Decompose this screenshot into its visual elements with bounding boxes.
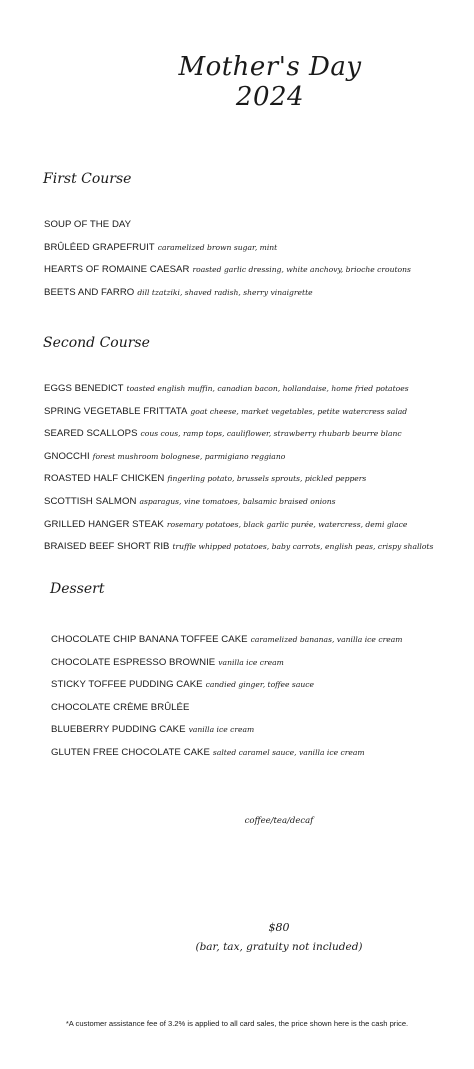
menu-item xyxy=(51,672,402,695)
item-name: CHOCOLATE CHIP BANANA TOFFEE CAKE xyxy=(51,634,248,645)
menu-item xyxy=(51,717,402,740)
menu-title: Mother's Day 2024 xyxy=(178,52,362,112)
menu-item xyxy=(51,650,402,673)
item-description: roasted garlic dressing, white anchovy, brioche croutons xyxy=(192,265,411,275)
item-name: SEARED SCALLOPS xyxy=(44,428,138,440)
item-name: CHOCOLATE ESPRESSO BROWNIE xyxy=(51,656,216,668)
menu-item xyxy=(44,235,411,258)
item-description: asparagus, vine tomatoes, balsamic braised onions xyxy=(139,496,336,506)
item-description: candied ginger, toffee sauce xyxy=(205,680,314,690)
first-course-list xyxy=(44,212,411,302)
item-description: dill tzatziki, shaved radish, sherry vinaigrette xyxy=(137,287,313,297)
item-name: ROASTED HALF CHICKEN xyxy=(44,473,165,485)
menu-item xyxy=(44,444,433,467)
card-fee-footnote: *A customer assistance fee of 3.2% is applied to all card sales, the price shown here is the cash price. xyxy=(65,1019,409,1028)
item-name: BRÛLÉED GRAPEFRUIT xyxy=(44,241,155,253)
first-course-heading: First Course xyxy=(43,171,132,187)
item-description: fingerling potato, brussels sprouts, pickled peppers xyxy=(167,474,367,484)
dessert-list xyxy=(51,627,402,763)
item-name: GNOCCHI xyxy=(44,450,90,462)
menu-item xyxy=(51,695,402,718)
item-description: forest mushroom bolognese, parmigiano reggiano xyxy=(92,451,286,461)
item-name: GLUTEN FREE CHOCOLATE CAKE xyxy=(51,746,210,758)
second-course-list xyxy=(44,376,433,557)
item-name: SCOTTISH SALMON xyxy=(44,495,137,507)
menu-item xyxy=(44,534,433,557)
menu-item xyxy=(51,740,402,763)
item-name: SOUP OF THE DAY xyxy=(44,219,132,230)
menu-item xyxy=(51,627,402,650)
item-name: BEETS AND FARRO xyxy=(44,286,135,298)
item-description: caramelized brown sugar, mint xyxy=(157,242,278,252)
item-description: vanilla ice cream xyxy=(188,725,255,735)
item-description: cous cous, ramp tops, cauliflower, strawberry rhubarb beurre blanc xyxy=(140,429,402,439)
item-name: EGGS BENEDICT xyxy=(44,383,124,394)
item-name: BRAISED BEEF SHORT RIB xyxy=(44,541,170,553)
item-name: BLUEBERRY PUDDING CAKE xyxy=(51,724,186,736)
item-description: salted caramel sauce, vanilla ice cream xyxy=(212,747,365,757)
menu-item xyxy=(44,376,433,399)
item-name: STICKY TOFFEE PUDDING CAKE xyxy=(51,679,203,691)
item-description: caramelized bananas, vanilla ice cream xyxy=(250,635,403,644)
item-description: vanilla ice cream xyxy=(218,657,284,667)
menu-item xyxy=(44,257,411,280)
beverages-note: coffee/tea/decaf xyxy=(244,816,314,826)
menu-item xyxy=(44,280,411,303)
price-note: (bar, tax, gratuity not included) xyxy=(195,941,363,953)
menu-item xyxy=(44,489,433,512)
menu-item xyxy=(44,421,433,444)
item-name: SPRING VEGETABLE FRITTATA xyxy=(44,405,188,417)
item-name: CHOCOLATE CRÈME BRÛLÉE xyxy=(51,701,190,713)
item-name: GRILLED HANGER STEAK xyxy=(44,518,164,530)
menu-item xyxy=(44,212,411,235)
item-description: rosemary potatoes, black garlic purée, watercress, demi glace xyxy=(166,519,408,529)
menu-item xyxy=(44,399,433,422)
item-description: goat cheese, market vegetables, petite watercress salad xyxy=(190,406,408,416)
item-name: HEARTS OF ROMAINE CAESAR xyxy=(44,264,190,276)
dessert-heading: Dessert xyxy=(50,581,105,597)
item-description: toasted english muffin, canadian bacon, hollandaise, home fried potatoes xyxy=(126,384,409,393)
second-course-heading: Second Course xyxy=(43,335,150,351)
menu-item xyxy=(44,512,433,535)
item-description: truffle whipped potatoes, baby carrots, english peas, crispy shallots xyxy=(172,542,434,552)
price: $80 xyxy=(268,921,290,934)
menu-item xyxy=(44,466,433,489)
